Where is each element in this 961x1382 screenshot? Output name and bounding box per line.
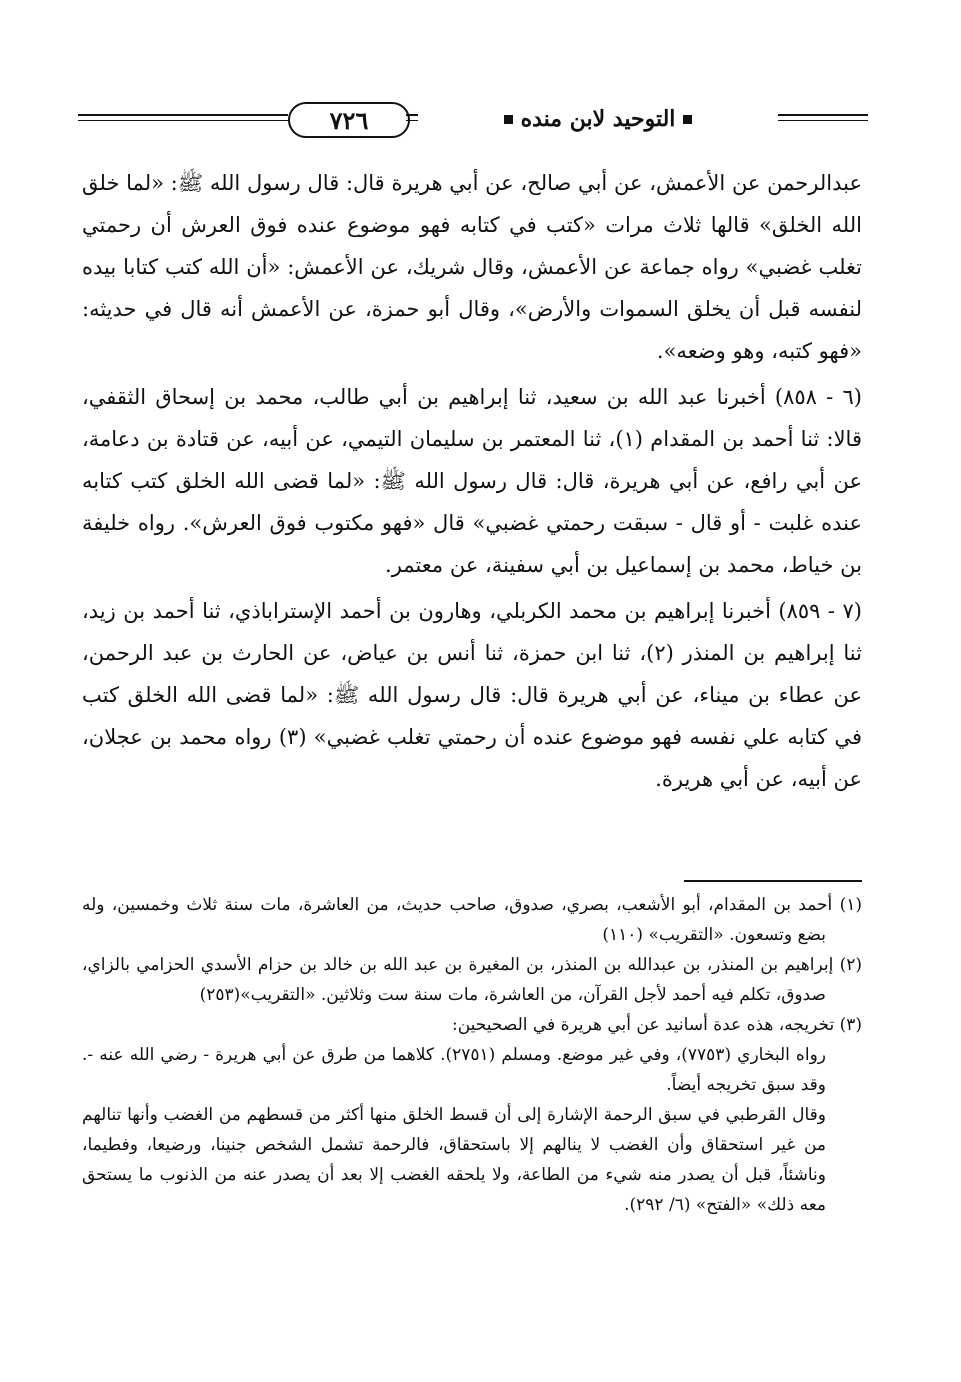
footnote-1: (١) أحمد بن المقدام، أبو الأشعب، بصري، صدوق، صاحب حديث، من العاشرة، مات سنة ثلاث وخمسين، وله بضع وتسعون. «التقريب» (١١٠) bbox=[82, 895, 862, 945]
hadith-859: (٧ - ٨٥٩) أخبرنا إبراهيم بن محمد الكربلي، وهارون بن أحمد الإستراباذي، ثنا أحمد بن زيد، ثنا إبراهيم بن المنذر (٢)، ثنا ابن حمزة، ثنا أنس بن عياض، عن الحارث بن عبد الرحمن، عن عطاء بن ميناء، عن أبي هريرة قال: قال رسول الله ﷺ: «لما قضى الله الخلق كتب في كتابه علي نفسه فهو موضوع عنده أن رحمتي تغلب غضبي» (٣) رواه محمد بن عجلان، عن أبيه، عن أبي هريرة. bbox=[82, 599, 862, 791]
footnote-3-takhrij: رواه البخاري (٧٧٥٣)، وفي غير موضع. ومسلم (٢٧٥١). كلاهما من طرق عن أبي هريرة - رضي الله عنه -. وقد سبق تخريجه أيضاً. bbox=[82, 1045, 826, 1095]
paragraph-1: عبدالرحمن عن الأعمش، عن أبي صالح، عن أبي هريرة قال: قال رسول الله ﷺ: «لما خلق الله الخلق» قالها ثلاث مرات «كتب في كتابه فهو موضوع عنده فوق العرش أن رحمتي تغلب غضبي» رواه جماعة عن الأعمش، وقال شريك، عن الأعمش: «أن الله كتب كتابا بيده لنفسه قبل أن يخلق السموات والأرض»، وقال أبو حمزة، عن الأعمش أنه قال في حديثه: «فهو كتبه، وهو وضعه». bbox=[82, 171, 862, 363]
header-rule bbox=[78, 120, 288, 121]
footnotes bbox=[82, 890, 862, 1220]
footnote-separator bbox=[684, 880, 862, 882]
running-title bbox=[418, 104, 778, 134]
book-title: التوحيد لابن منده bbox=[520, 106, 676, 132]
square-ornament-icon bbox=[504, 115, 513, 124]
square-ornament-icon bbox=[683, 115, 692, 124]
footnote-3-commentary: وقال القرطبي في سبق الرحمة الإشارة إلى أن قسط الخلق منها أكثر من قسطهم من الغضب وأنها تنالهم من غير استحقاق وأن الغضب لا ينالهم إلا باستحقاق، فالرحمة تشمل الشخص جنينا، ورضيعا، وفطيما، وناشئاً، قبل أن يصدر منه شيء من الطاعة، ولا يلحقه الغضب إلا بعد أن يصدر عنه من الذنوب ما يستحق معه ذلك» «الفتح» (٦/ ٢٩٢). bbox=[82, 1105, 826, 1215]
page-header bbox=[78, 96, 868, 142]
footnote-3-heading: (٣) تخريجه، هذه عدة أسانيد عن أبي هريرة في الصحيحين: bbox=[451, 1015, 862, 1035]
footnote-2: (٢) إبراهيم بن المنذر، بن عبدالله بن المنذر، بن المغيرة بن عبد الله بن خالد بن حزام الأسدي الحزامي بالزاي، صدوق، تكلم فيه أحمد لأجل القرآن، من العاشرة، مات سنة ست وثلاثين. «التقريب»(٢٥٣) bbox=[82, 955, 862, 1005]
main-text bbox=[82, 162, 862, 804]
hadith-858: (٦ - ٨٥٨) أخبرنا عبد الله بن سعيد، ثنا إبراهيم بن أبي طالب، محمد بن إسحاق الثقفي، قالا: ثنا أحمد بن المقدام (١)، ثنا المعتمر بن سليمان التيمي، عن أبيه، عن قتادة بن دعامة، عن أبي رافع، عن أبي هريرة، قال: قال رسول الله ﷺ: «لما قضى الله الخلق كتب كتابه عنده غلبت - أو قال - سبقت رحمتي غضبي» قال «فهو مكتوب فوق العرش». رواه خليفة بن خياط، محمد بن إسماعيل بن أبي سفينة، عن معتمر. bbox=[82, 385, 862, 577]
header-rule bbox=[78, 114, 288, 116]
page-number: ٧٢٦ bbox=[288, 102, 410, 138]
